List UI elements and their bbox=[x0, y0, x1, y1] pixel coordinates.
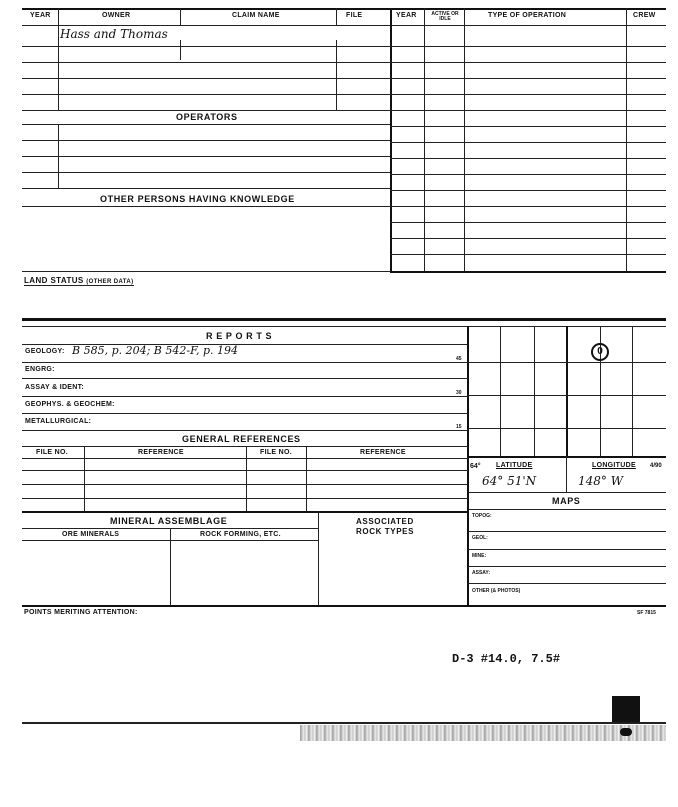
ref-col-file-no-2: FILE NO. bbox=[260, 449, 292, 456]
rock-forming-label: ROCK FORMING, ETC. bbox=[200, 531, 281, 538]
scan-noise-band bbox=[300, 725, 666, 741]
ref-col-reference-2: REFERENCE bbox=[360, 449, 406, 456]
general-references-title: GENERAL REFERENCES bbox=[182, 434, 301, 444]
maps-assay: ASSAY: bbox=[472, 570, 491, 576]
operators-title: OPERATORS bbox=[176, 112, 238, 122]
scan-edge-line bbox=[22, 722, 666, 724]
land-status bbox=[24, 276, 134, 286]
maps-mine: MINE: bbox=[472, 553, 487, 559]
report-label-geology: GEOLOGY: bbox=[25, 348, 65, 355]
maps-other-photos: OTHER (& PHOTOS) bbox=[472, 588, 521, 594]
maps-geol: GEOL: bbox=[472, 535, 488, 541]
report-num-45: 45 bbox=[456, 356, 462, 362]
report-label-geophys: GEOPHYS. & GEOCHEM: bbox=[25, 401, 115, 408]
header-claim-name: CLAIM NAME bbox=[232, 12, 280, 19]
land-status-sub: (OTHER DATA) bbox=[86, 279, 134, 285]
location-circle-mark: 0 bbox=[591, 343, 609, 361]
header-file: FILE bbox=[346, 12, 363, 19]
maps-topog: TOPOG: bbox=[472, 513, 492, 519]
header-owner: OWNER bbox=[102, 12, 131, 19]
maps-title: MAPS bbox=[552, 496, 581, 506]
owner-entry: Hass and Thomas bbox=[60, 27, 168, 41]
longitude-suffix: 4/90 bbox=[650, 463, 662, 469]
lat-prefix: 64° bbox=[470, 463, 481, 470]
header-crew: CREW bbox=[633, 12, 656, 19]
report-num-30: 30 bbox=[456, 390, 462, 396]
report-label-engrg: ENGRG: bbox=[25, 366, 55, 373]
header-type-of-operation: TYPE OF OPERATION bbox=[488, 12, 567, 19]
report-num-15: 15 bbox=[456, 424, 462, 430]
reports-title: R E P O R T S bbox=[206, 331, 273, 341]
latitude-label: LATITUDE bbox=[496, 462, 533, 469]
associated-label: ASSOCIATED bbox=[356, 517, 414, 526]
ore-minerals-label: ORE MINERALS bbox=[62, 531, 120, 538]
form-code: SF 7815 bbox=[637, 610, 656, 616]
longitude-label: LONGITUDE bbox=[592, 462, 636, 469]
scan-black-square bbox=[612, 696, 640, 724]
ref-col-reference-1: REFERENCE bbox=[138, 449, 184, 456]
report-value-geology: B 585, p. 204; B 542-F, p. 194 bbox=[72, 344, 239, 357]
points-meriting-attention: POINTS MERITING ATTENTION: bbox=[24, 609, 138, 616]
latitude-value: 64° 51'N bbox=[482, 474, 537, 488]
ref-col-file-no-1: FILE NO. bbox=[36, 449, 68, 456]
typed-note: D-3 #14.0, 7.5# bbox=[452, 652, 561, 666]
header-active-or-idle: ACTIVE OR IDLE bbox=[431, 11, 459, 22]
report-label-assay: ASSAY & IDENT: bbox=[25, 384, 85, 391]
rock-types-label: ROCK TYPES bbox=[356, 527, 415, 536]
land-status-label: LAND STATUS bbox=[24, 276, 84, 285]
mineral-assemblage-title: MINERAL ASSEMBLAGE bbox=[110, 516, 228, 526]
header-year: YEAR bbox=[30, 12, 51, 19]
reports-top-rule bbox=[22, 318, 666, 321]
scan-dot bbox=[620, 728, 632, 736]
other-persons-title: OTHER PERSONS HAVING KNOWLEDGE bbox=[100, 194, 295, 204]
report-label-metallurgical: METALLURGICAL: bbox=[25, 418, 92, 425]
longitude-value: 148° W bbox=[578, 474, 624, 488]
header-year-2: YEAR bbox=[396, 12, 417, 19]
